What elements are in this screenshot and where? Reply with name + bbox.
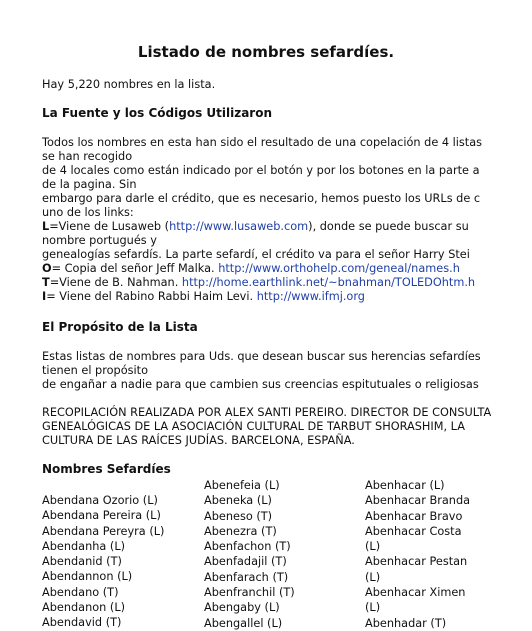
name-item: Abeneso (T)	[204, 509, 273, 523]
source-o-line	[42, 262, 460, 276]
earthlink-link[interactable]: http://home.earthlink.net/~bnahman/TOLEDOhtm.h	[181, 276, 476, 289]
credit-line-2: GENEALÓGICAS DE LA ASOCIACIÓN CULTURAL DE TARBUT SHORASHIM, LA	[42, 420, 465, 433]
name-item: (L)	[365, 601, 381, 615]
source-code-t: T	[42, 276, 50, 289]
source-l-after: ), donde se puede buscar su	[308, 220, 469, 233]
name-item: Abendanon (L)	[42, 601, 126, 615]
name-item: Abenhacar Bravo	[365, 509, 463, 523]
page-title: Listado de nombres sefardíes.	[137, 43, 395, 61]
name-item: Abenfarach (T)	[204, 570, 289, 584]
source-code-i: I	[42, 290, 47, 303]
name-item: (L)	[365, 540, 381, 554]
name-item: Abendana Ozorio (L)	[42, 494, 158, 507]
names-column-1	[42, 493, 164, 631]
source-code-l: L	[42, 220, 50, 233]
name-item: Abeneka (L)	[204, 494, 272, 508]
sources-text-2: se han recogido	[42, 150, 133, 163]
sources-text-5: embargo para darle el crédito, que es necesario, hemos puesto los URLs de c	[42, 192, 481, 205]
source-l-cont-2: genealogías sefardís. La parte sefardí, el crédito va para el señor Harry Stei	[42, 248, 470, 261]
sources-text-6: uno de los links:	[42, 206, 134, 219]
purpose-heading: El Propósito de la Lista	[42, 320, 198, 334]
source-i-text: = Viene del Rabino Rabbi Haim Levi.	[46, 290, 257, 303]
credit-line-1: RECOPILACIÓN REALIZADA POR ALEX SANTI PEREIRO. DIRECTOR DE CONSULTA	[42, 406, 492, 419]
name-item: Abendavid (T)	[42, 616, 122, 630]
names-heading: Nombres Sefardíes	[42, 462, 171, 476]
name-item: Abenhacar Costa	[365, 524, 462, 538]
source-l-line	[42, 220, 469, 234]
name-item: Abendannon (L)	[42, 570, 133, 584]
name-item: Abendanid (T)	[42, 555, 122, 569]
name-item: Abenfranchil (T)	[204, 586, 295, 600]
source-l-text: =Viene de Lusaweb (	[49, 220, 170, 233]
name-item: Abenfachon (T)	[204, 540, 291, 554]
credit-line-3: CULTURA DE LAS RAÍCES JUDÍAS. BARCELONA, ESPAÑA.	[42, 434, 355, 447]
name-item: (L)	[365, 570, 381, 584]
name-item: Abenefeia (L)	[204, 479, 280, 492]
names-column-2	[204, 478, 295, 631]
sources-text-4: de la pagina. Sin	[42, 178, 137, 191]
purpose-text-1: Estas listas de nombres para Uds. que desean buscar sus herencias sefardíes	[42, 350, 481, 363]
purpose-text-3: de engañar a nadie para que cambien sus creencias espitutuales o religiosas	[42, 378, 479, 391]
lusaweb-link[interactable]: http://www.lusaweb.com	[169, 220, 309, 233]
sources-text-3: de 4 locales como están indicado por el botón y por los botones en la parte a	[42, 164, 480, 177]
name-item: Abenfadajil (T)	[204, 555, 287, 569]
names-column-3	[365, 478, 470, 631]
source-o-text: = Copia del señor Jeff Malka.	[51, 262, 219, 275]
sources-heading: La Fuente y los Códigos Utilizaron	[42, 106, 272, 120]
name-item: Abenhacar Ximen	[365, 586, 466, 600]
name-item: Abengaby (L)	[204, 601, 280, 615]
ifmj-link[interactable]: http://www.ifmj.org	[256, 290, 365, 303]
name-item: Abenhacar Branda	[365, 494, 471, 508]
name-item: Abendana Pereira (L)	[42, 509, 161, 523]
name-item: Abengallel (L)	[204, 616, 283, 630]
name-item: Abenezra (T)	[204, 524, 277, 538]
source-t-text: =Viene de B. Nahman.	[49, 276, 182, 289]
names-count: Hay 5,220 nombres en la lista.	[42, 78, 216, 91]
purpose-text-2: tienen el propósito	[42, 364, 148, 377]
orthohelp-link[interactable]: http://www.orthohelp.com/geneal/names.h	[218, 262, 460, 275]
source-i-line	[42, 290, 365, 304]
name-item: Abenhacar Pestan	[365, 555, 468, 569]
source-t-line	[42, 276, 475, 290]
name-item: Abenhadar (T)	[365, 616, 447, 630]
name-item: Abendana Pereyra (L)	[42, 524, 165, 538]
name-item: Abenhacar (L)	[365, 479, 445, 492]
source-code-o: O	[42, 262, 52, 275]
sources-text-1: Todos los nombres en esta han sido el resultado de una copelación de 4 listas	[42, 136, 483, 149]
name-item: Abendanha (L)	[42, 539, 126, 553]
source-l-cont-1: nombre portugués y	[42, 234, 157, 247]
name-item: Abendano (T)	[42, 585, 119, 599]
